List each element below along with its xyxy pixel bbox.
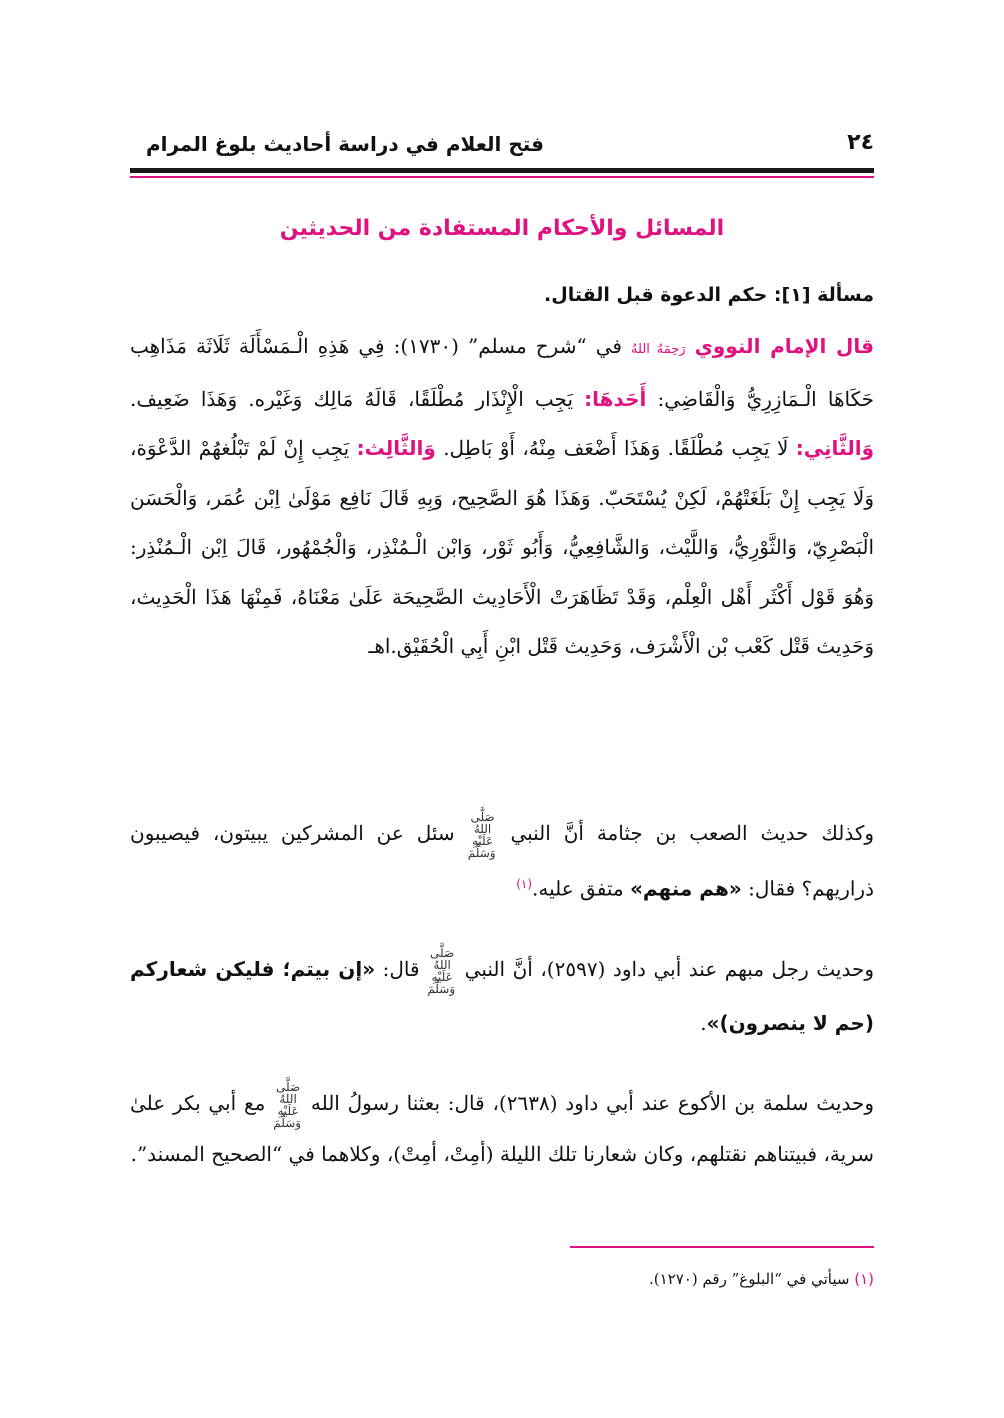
section-title: المسائل والأحكام المستفادة من الحديثين	[279, 216, 725, 241]
running-title: فتح العلام في دراسة أحاديث بلوغ المرام	[145, 132, 544, 156]
issue-heading	[544, 284, 874, 306]
footnote-number: (١)	[854, 1270, 874, 1288]
header-rule-thick	[130, 168, 874, 173]
para2-text-c: متفق عليه.	[532, 876, 624, 901]
author-honorific: رَحِمَهُ اللهُ	[631, 342, 686, 357]
opinion-first-label: أَحَدهَا:	[584, 386, 647, 411]
page-number: ٢٤	[847, 130, 874, 155]
header-rule-accent	[130, 176, 874, 178]
footnote-separator	[570, 1246, 874, 1248]
paragraph-salama-hadith	[130, 1078, 874, 1179]
footnote	[649, 1270, 874, 1288]
salawat-glyph: صَلَّى اللهُ عَلَيْهِ وَسَلَّمَ	[273, 1079, 302, 1130]
author-name: قال الإمام النووي	[694, 334, 875, 358]
opinion-third-text: يَجِب إِنْ لَمْ تَبْلُغهُمْ الدَّعْوَة، وَلَا يَجِب إِنْ بَلَغَتْهُمْ، لَكِنْ يُسْتَحَبّ. وَهَذَا هُوَ الصَّحِيح، وَبِهِ قَالَ نَافِع مَوْلَىٰ اِبْن عُمَر، وَالْحَسَن الْبَصْرِيّ، وَالثَّوْرِيُّ، وَاللَّيْث، وَالشَّافِعِيُّ، وَأَبُو ثَوْر، وَابْن الْـمُنْذِر، وَالْجُمْهُور، قَالَ اِبْن الْـمُنْذِر: وَهُوَ قَوْل أَكْثَر أَهْل الْعِلْم، وَقَدْ تَظَاهَرَتْ الْأَحَادِيث الصَّحِيحَة عَلَىٰ مَعْنَاهُ، فَمِنْهَا هَذَا الْحَدِيث، وَحَدِيث قَتْل كَعْب بْن الْأَشْرَف، وَحَدِيث قَتْل ابْنِ أَبِي الْحُقَيْق.اهـ	[130, 436, 874, 658]
paragraph-nawawi-quote	[130, 322, 874, 672]
para2-text-a: وكذلك حديث الصعب بن جثامة أنَّ النبي	[510, 821, 875, 845]
salawat-glyph: صَلَّى اللهُ عَلَيْهِ وَسَلَّمَ	[427, 945, 456, 996]
para2-text-b: سئل عن المشركين يبيتون، فيصيبون ذراريهم؟ فقال:	[130, 821, 874, 901]
quote-intro: في “شرح مسلم” (١٧٣٠): فِي هَذِهِ الْـمَسْأَلَة ثَلَاثَة مَذَاهِب حَكَاهَا الْـمَازِرِيُّ وَالْقَاضِي:	[130, 334, 875, 411]
para3-text-b: قال:	[382, 957, 420, 981]
opinion-second-label: وَالثَّانِي:	[795, 436, 874, 460]
opinion-second-text: لَا يَجِب مُطْلَقًا. وَهَذَا أَضْعَف مِنْهُ، أَوْ بَاطِل.	[443, 436, 789, 460]
salawat-glyph: صَلَّى اللهُ عَلَيْهِ وَسَلَّمَ	[467, 809, 496, 860]
para3-quote: «إن بيتم؛ فليكن شعاركم (حم لا ينصرون)»	[130, 957, 874, 1035]
footnote-text: سيأتي في “البلوغ” رقم (١٢٧٠).	[648, 1270, 850, 1288]
opinion-third-label: وَالثَّالِث:	[356, 436, 436, 460]
para3-text-c: .	[700, 1011, 707, 1035]
para4-text-a: وحديث سلمة بن الأكوع عند أبي داود (٢٦٣٨)، قال: بعثنا رسولُ الله	[310, 1091, 875, 1115]
opinion-first-text: يَجِب الْإِنْذَار مُطْلَقًا، قَالَهُ مَالِك وَغَيْره. وَهَذَا ضَعِيف.	[130, 386, 574, 411]
issue-label: مسألة [١]:	[773, 284, 874, 306]
para3-text-a: وحديث رجل مبهم عند أبي داود (٢٥٩٧)، أنَّ النبي	[464, 957, 875, 981]
page-header	[130, 126, 874, 168]
footnote-ref: (١)	[516, 877, 533, 891]
paragraph-saab-hadith	[130, 808, 874, 915]
para2-quote: «هم منهم»	[629, 876, 742, 901]
issue-title: حكم الدعوة قبل القتال.	[543, 284, 768, 306]
para4-text-b: مع أبي بكر علىٰ سرية، فبيتناهم نقتلهم، وكان شعارنا تلك الليلة (أمِتْ، أمِتْ)، وكلاهما في “الصحيح المسند”.	[130, 1091, 874, 1166]
paragraph-abu-dawud-2597	[130, 942, 874, 1050]
